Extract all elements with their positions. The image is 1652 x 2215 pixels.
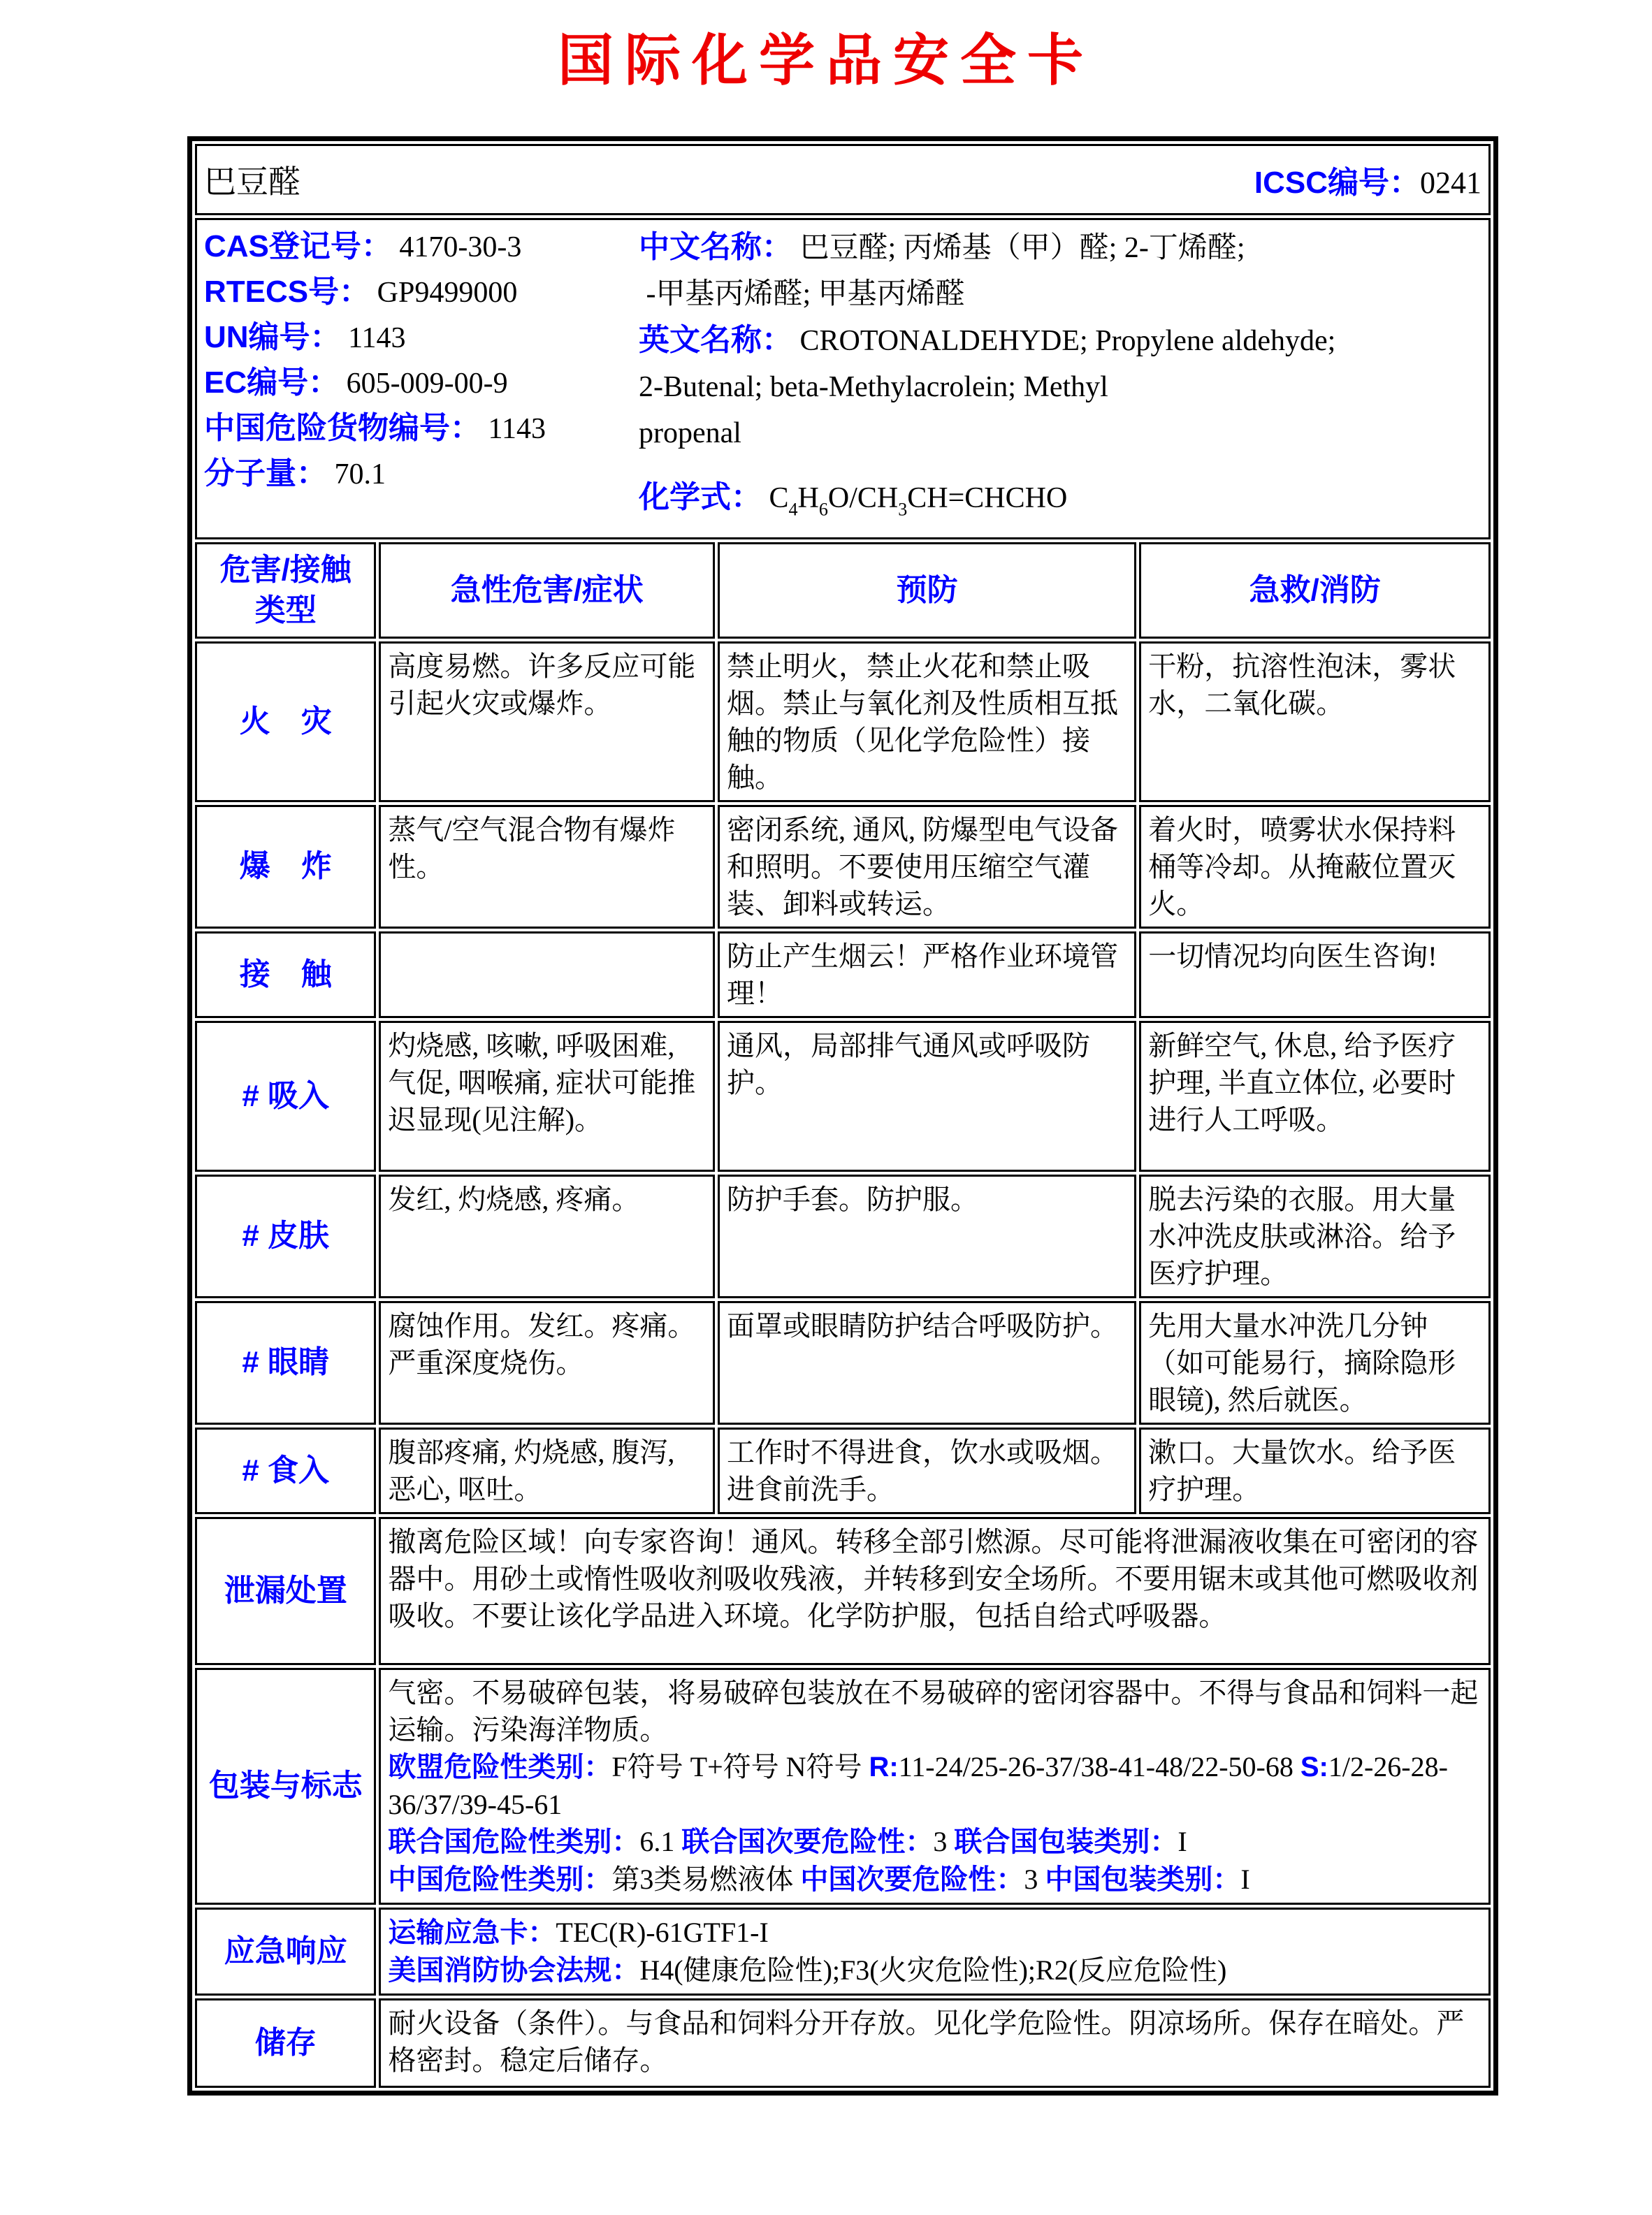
cn-name-line2: -甲基丙烯醛; 甲基丙烯醛 [639, 278, 965, 310]
hazard-label-fire: 火 灾 [195, 641, 376, 802]
registry-line-un [204, 315, 639, 361]
formula-line [639, 474, 1481, 533]
storage-label: 储存 [195, 1998, 376, 2088]
hazard-row-inhalation [195, 1021, 1491, 1172]
ingestion-prevention-cell: 工作时不得进食，饮水或吸烟。进食前洗手。 [718, 1428, 1136, 1514]
un-label: UN编号： [204, 320, 341, 354]
hazard-label-inhalation: # 吸入 [195, 1021, 376, 1172]
identification-cell [195, 218, 1491, 539]
inhalation-symptoms-cell: 灼烧感, 咳嗽, 呼吸困难, 气促, 咽喉痛, 症状可能推迟显现(见注解)。 [379, 1021, 715, 1172]
hazard-label-skin: # 皮肤 [195, 1175, 376, 1298]
en-name-line3: propenal [639, 417, 741, 449]
skin-response-cell: 脱去污染的衣服。用大量水冲洗皮肤或淋浴。给予医疗护理。 [1139, 1175, 1491, 1298]
column-header-prevention: 预防 [718, 542, 1136, 639]
column-header-symptoms: 急性危害/症状 [379, 542, 715, 639]
emergency-text-cell [379, 1908, 1491, 1996]
column-header-type: 危害/接触 类型 [195, 542, 376, 639]
card-title-row [195, 144, 1491, 215]
rtecs-value: GP9499000 [377, 277, 518, 309]
registry-numbers-block [204, 224, 639, 533]
en-name-line2: 2-Butenal; beta-Methylacrolein; Methyl [639, 371, 1108, 403]
eyes-response-cell: 先用大量水冲洗几分钟（如可能易行，摘除隐形眼镜), 然后就医。 [1139, 1301, 1491, 1425]
packaging-cn-line: 中国危险性类别：第3类易燃液体 中国次要危险性：3 中国包装类别：I [388, 1863, 1250, 1895]
registry-line-ec [204, 361, 639, 406]
spill-text-cell: 撤离危险区域！向专家咨询！通风。转移全部引燃源。尽可能将泄漏液收集在可密闭的容器中。用砂土或惰性吸收剂吸收残液，并转移到安全场所。不要用锯末或其他可燃吸收剂吸收。不要让该化学品进入环境。化学防护服，包括自给式呼吸器。 [379, 1517, 1491, 1665]
names-block [639, 224, 1481, 533]
column-header-response: 急救/消防 [1139, 542, 1491, 639]
eyes-prevention-cell: 面罩或眼睛防护结合呼吸防护。 [718, 1301, 1136, 1425]
cas-label: CAS登记号： [204, 229, 392, 263]
registry-line-china-dg [204, 406, 639, 451]
hazard-row-contact [195, 931, 1491, 1018]
contact-prevention-cell: 防止产生烟云！严格作业环境管理！ [718, 931, 1136, 1018]
rtecs-label: RTECS号： [204, 275, 370, 309]
explosion-response-cell: 着火时，喷雾状水保持料桶等冷却。从掩蔽位置灭火。 [1139, 805, 1491, 929]
icsc-number: 0241 [1420, 166, 1481, 200]
storage-text-cell: 耐火设备（条件）。与食品和饲料分开存放。见化学危险性。阴凉场所。保存在暗处。严格密封。稳定后储存。 [379, 1998, 1491, 2088]
emergency-line-tec: 运输应急卡：TEC(R)-61GTF1-I [388, 1916, 769, 1948]
safety-card-table [187, 136, 1498, 2096]
registry-line-cas [204, 224, 639, 270]
cn-name-label: 中文名称： [639, 230, 792, 264]
eyes-symptoms-cell: 腐蚀作用。发红。疼痛。严重深度烧伤。 [379, 1301, 715, 1425]
hazard-label-ingestion: # 食入 [195, 1428, 376, 1514]
cn-name-value: 巴豆醛; 丙烯基（甲）醛; 2-丁烯醛; [799, 232, 1245, 264]
hazard-label-eyes: # 眼睛 [195, 1301, 376, 1425]
contact-symptoms-cell [379, 931, 715, 1018]
substance-name: 巴豆醛 [204, 164, 300, 200]
packaging-text-cell [379, 1668, 1491, 1905]
fire-symptoms-cell: 高度易燃。许多反应可能引起火灾或爆炸。 [379, 641, 715, 802]
packaging-un-line: 联合国危险性类别：6.1 联合国次要危险性：3 联合国包装类别：I [388, 1825, 1187, 1857]
explosion-prevention-cell: 密闭系统, 通风, 防爆型电气设备和照明。不要使用压缩空气灌装、卸料或转运。 [718, 805, 1136, 929]
packaging-label: 包装与标志 [195, 1668, 376, 1905]
china-dg-label: 中国危险货物编号： [204, 411, 481, 445]
molweight-label: 分子量： [204, 456, 327, 491]
ingestion-response-cell: 漱口。大量饮水。给予医疗护理。 [1139, 1428, 1491, 1514]
hazard-header-row [195, 542, 1491, 639]
registry-line-rtecs [204, 270, 639, 315]
spill-row [195, 1517, 1491, 1665]
spill-label: 泄漏处置 [195, 1517, 376, 1665]
registry-line-molweight [204, 451, 639, 497]
hazard-row-fire [195, 641, 1491, 802]
contact-response-cell: 一切情况均向医生咨询! [1139, 931, 1491, 1018]
skin-symptoms-cell: 发红, 灼烧感, 疼痛。 [379, 1175, 715, 1298]
hazard-row-ingestion [195, 1428, 1491, 1514]
explosion-symptoms-cell: 蒸气/空气混合物有爆炸性。 [379, 805, 715, 929]
hazard-label-explosion: 爆 炸 [195, 805, 376, 929]
ec-label: EC编号： [204, 365, 340, 400]
fire-response-cell: 干粉，抗溶性泡沫，雾状水，二氧化碳。 [1139, 641, 1491, 802]
hazard-label-contact: 接 触 [195, 931, 376, 1018]
hazard-row-eyes [195, 1301, 1491, 1425]
ec-value: 605-009-00-9 [346, 368, 508, 400]
packaging-eu-line: 欧盟危险性类别：F符号 T+符号 N符号 R:11-24/25-26-37/38-41-48/22-50-68 S:1/2-26-28-36/37/39-45-61 [388, 1750, 1448, 1820]
fire-prevention-cell: 禁止明火，禁止火花和禁止吸烟。禁止与氧化剂及性质相互抵触的物质（见化学危险性）接触。 [718, 641, 1136, 802]
skin-prevention-cell: 防护手套。防护服。 [718, 1175, 1136, 1298]
en-name-label: 英文名称： [639, 323, 792, 357]
hazard-row-skin [195, 1175, 1491, 1298]
icsc-number-group [1254, 157, 1481, 202]
en-name-value: CROTONALDEHYDE; Propylene aldehyde; [799, 325, 1336, 357]
un-value: 1143 [348, 322, 406, 354]
china-dg-value: 1143 [488, 413, 546, 445]
ingestion-symptoms-cell: 腹部疼痛, 灼烧感, 腹泻, 恶心, 呕吐。 [379, 1428, 715, 1514]
card-title-cell [195, 144, 1491, 215]
packaging-intro: 气密。不易破碎包装，将易破碎包装放在不易破碎的密闭容器中。不得与食品和饲料一起运输。污染海洋物质。 [388, 1676, 1479, 1745]
molweight-value: 70.1 [334, 458, 386, 491]
en-name-line1 [639, 317, 1481, 364]
emergency-row [195, 1908, 1491, 1996]
page-title: 国际化学品安全卡 [558, 31, 1094, 92]
cn-name-line1 [639, 224, 1481, 271]
storage-row [195, 1998, 1491, 2088]
identification-row [195, 218, 1491, 539]
emergency-line-nfpa: 美国消防协会法规：H4(健康危险性);F3(火灾危险性);R2(反应危险性) [388, 1954, 1227, 1986]
inhalation-prevention-cell: 通风，局部排气通风或呼吸防护。 [718, 1021, 1136, 1172]
formula-label: 化学式： [639, 480, 762, 514]
hazard-row-explosion [195, 805, 1491, 929]
formula-value: $C_4H_6O/CH_3CH=CHCHO$ [769, 482, 1068, 520]
icsc-label: ICSC编号： [1254, 166, 1420, 200]
cas-value: 4170-30-3 [399, 231, 522, 263]
inhalation-response-cell: 新鲜空气, 休息, 给予医疗护理, 半直立体位, 必要时进行人工呼吸。 [1139, 1021, 1491, 1172]
emergency-label: 应急响应 [195, 1908, 376, 1996]
packaging-row [195, 1668, 1491, 1905]
